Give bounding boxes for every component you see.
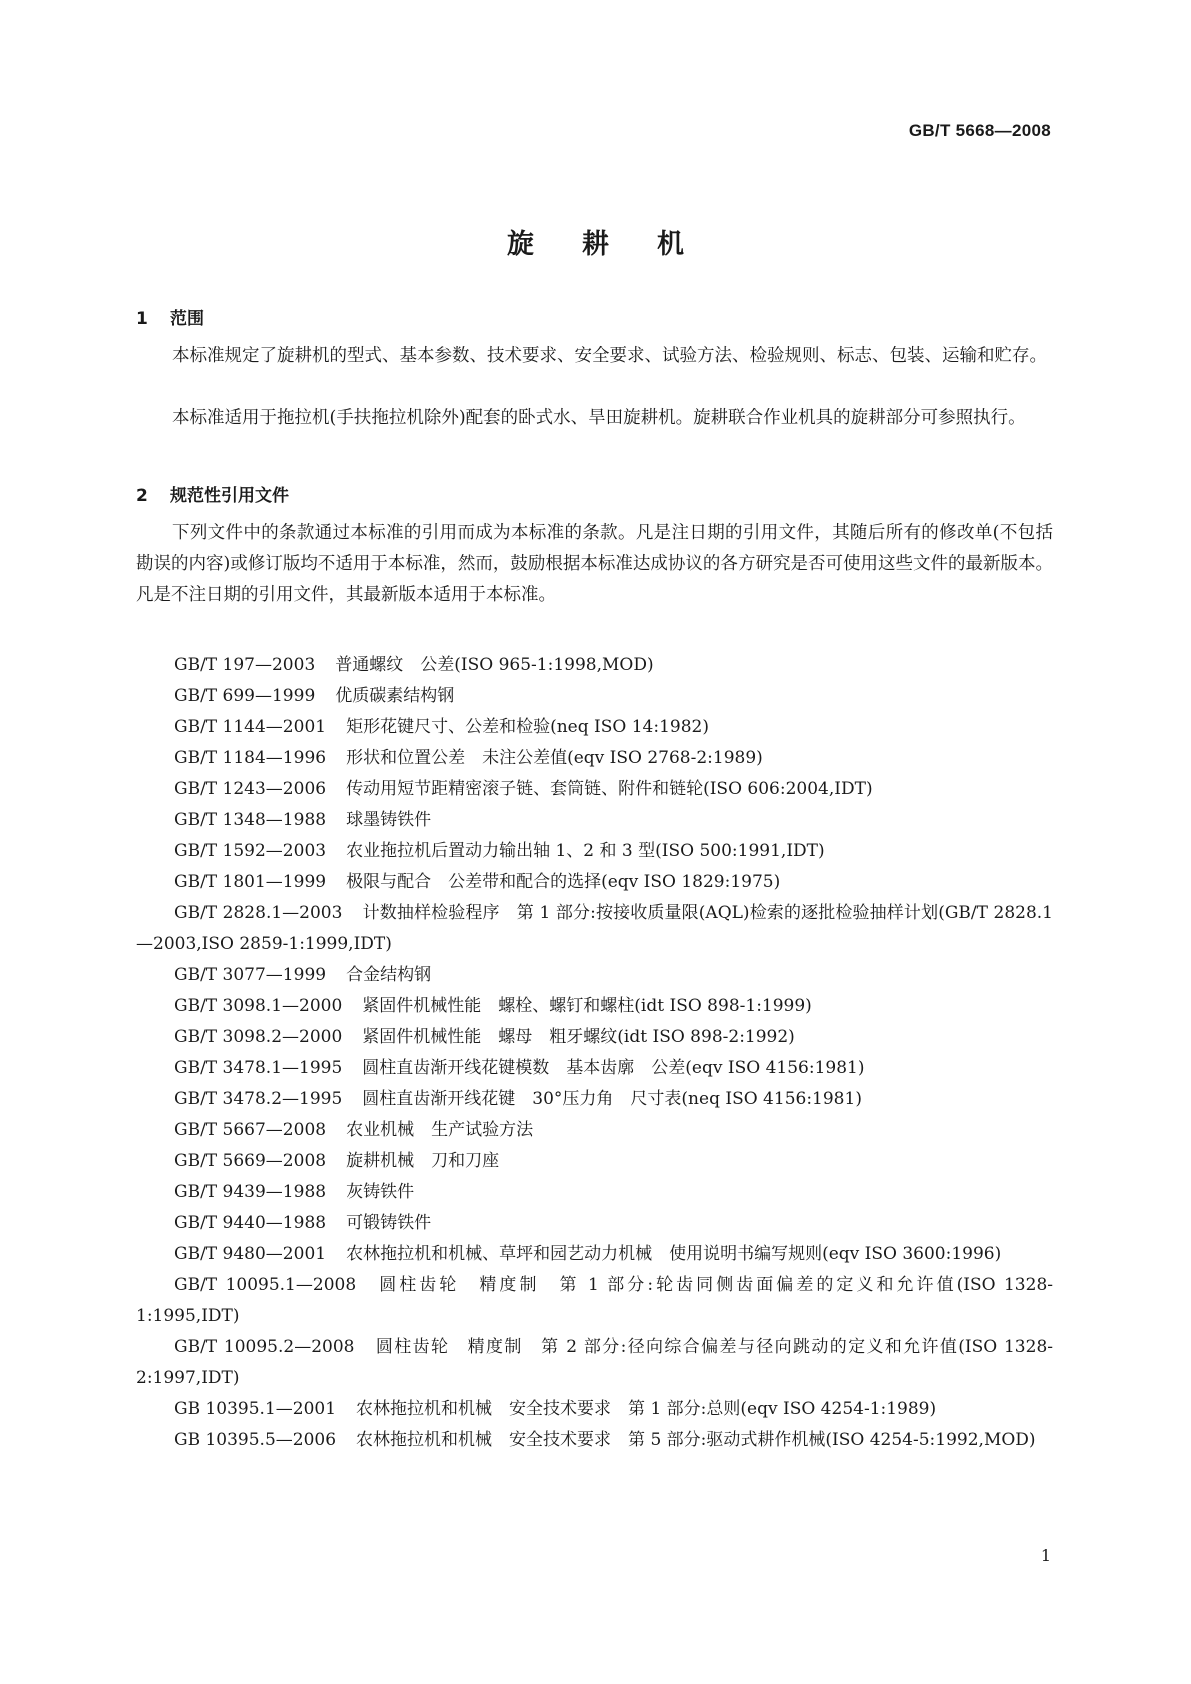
reference-title: 圆柱齿轮 精度制 第 2 部分:径向综合偏差与径向跳动的定义和允许值(ISO 1328-2:1997,IDT): [136, 1337, 1053, 1388]
reference-item: [136, 1115, 1053, 1146]
reference-title: 计数抽样检验程序 第 1 部分:按接收质量限(AQL)检索的逐批检验抽样计划(GB/T 2828.1—2003,ISO 2859-1:1999,IDT): [136, 903, 1053, 954]
reference-title: 极限与配合 公差带和配合的选择(eqv ISO 1829:1975): [346, 872, 781, 892]
section-number: 2: [136, 486, 148, 506]
reference-item: [136, 1146, 1053, 1177]
reference-item: [136, 898, 1053, 960]
reference-title: 优质碳素结构钢: [335, 686, 455, 706]
reference-title: 农业机械 生产试验方法: [346, 1120, 534, 1140]
reference-code: GB/T 5667—2008: [174, 1120, 327, 1140]
reference-code: GB 10395.1—2001: [174, 1399, 337, 1419]
reference-title: 圆柱直齿渐开线花键 30°压力角 尺寸表(neq ISO 4156:1981): [362, 1089, 862, 1109]
reference-item: [136, 1270, 1053, 1332]
reference-item: [136, 1022, 1053, 1053]
reference-code: GB/T 1592—2003: [174, 841, 327, 861]
reference-item: [136, 1053, 1053, 1084]
document-title: 旋耕机: [507, 229, 732, 260]
reference-item: [136, 1332, 1053, 1394]
reference-item: [136, 1177, 1053, 1208]
reference-code: GB/T 699—1999: [174, 686, 316, 706]
reference-item: [136, 681, 1053, 712]
reference-title: 可锻铸铁件: [346, 1213, 432, 1233]
reference-title: 合金结构钢: [346, 965, 432, 985]
reference-title: 农林拖拉机和机械、草坪和园艺动力机械 使用说明书编写规则(eqv ISO 3600:1996): [346, 1244, 1002, 1264]
reference-code: GB/T 3478.2—1995: [174, 1089, 343, 1109]
reference-title: 农业拖拉机后置动力输出轴 1、2 和 3 型(ISO 500:1991,IDT): [346, 841, 825, 861]
reference-item: [136, 1394, 1053, 1425]
reference-code: GB/T 1243—2006: [174, 779, 327, 799]
section-title: 规范性引用文件: [170, 486, 289, 506]
scope-paragraph-2: 本标准适用于拖拉机(手扶拖拉机除外)配套的卧式水、旱田旋耕机。旋耕联合作业机具的旋耕部分可参照执行。: [172, 408, 1026, 428]
reference-item: [136, 1239, 1053, 1270]
reference-code: GB/T 197—2003: [174, 655, 316, 675]
reference-item: [136, 774, 1053, 805]
reference-code: GB/T 1144—2001: [174, 717, 327, 737]
reference-title: 灰铸铁件: [346, 1182, 415, 1202]
reference-list: [136, 650, 1053, 1456]
reference-code: GB/T 1348—1988: [174, 810, 327, 830]
page-number: 1: [1040, 1546, 1051, 1565]
reference-title: 矩形花键尺寸、公差和检验(neq ISO 14:1982): [346, 717, 709, 737]
reference-code: GB/T 3098.2—2000: [174, 1027, 343, 1047]
section-title: 范围: [170, 309, 204, 329]
section-2-heading: [136, 481, 289, 506]
reference-item: [136, 650, 1053, 681]
reference-item: [136, 743, 1053, 774]
reference-title: 球墨铸铁件: [346, 810, 432, 830]
reference-code: GB/T 9440—1988: [174, 1213, 327, 1233]
reference-item: [136, 1425, 1053, 1456]
reference-code: GB/T 9480—2001: [174, 1244, 327, 1264]
reference-item: [136, 1084, 1053, 1115]
reference-code: GB 10395.5—2006: [174, 1430, 337, 1450]
normative-intro-paragraph: 下列文件中的条款通过本标准的引用而成为本标准的条款。凡是注日期的引用文件，其随后所有的修改单(不包括勘误的内容)或修订版均不适用于本标准，然而，鼓励根据本标准达成协议的各方研究是否可使用这些文件的最新版本。凡是不注日期的引用文件，其最新版本适用于本标准。: [136, 523, 1053, 605]
reference-item: [136, 867, 1053, 898]
reference-item: [136, 960, 1053, 991]
reference-item: [136, 1208, 1053, 1239]
reference-title: 形状和位置公差 未注公差值(eqv ISO 2768-2:1989): [346, 748, 763, 768]
scope-paragraph-1: 本标准规定了旋耕机的型式、基本参数、技术要求、安全要求、试验方法、检验规则、标志、包装、运输和贮存。: [172, 346, 1047, 366]
reference-title: 旋耕机械 刀和刀座: [346, 1151, 500, 1171]
reference-title: 圆柱齿轮 精度制 第 1 部分:轮齿同侧齿面偏差的定义和允许值(ISO 1328-1:1995,IDT): [136, 1275, 1053, 1326]
reference-code: GB/T 5669—2008: [174, 1151, 327, 1171]
reference-item: [136, 805, 1053, 836]
reference-title: 普通螺纹 公差(ISO 965-1:1998,MOD): [335, 655, 654, 675]
reference-code: GB/T 3077—1999: [174, 965, 327, 985]
reference-code: GB/T 10095.1—2008: [174, 1275, 357, 1295]
reference-code: GB/T 2828.1—2003: [174, 903, 343, 923]
reference-title: 紧固件机械性能 螺母 粗牙螺纹(idt ISO 898-2:1992): [362, 1027, 795, 1047]
section-number: 1: [136, 309, 148, 329]
standard-code: GB/T 5668—2008: [908, 121, 1051, 140]
reference-code: GB/T 10095.2—2008: [174, 1337, 355, 1357]
reference-title: 圆柱直齿渐开线花键模数 基本齿廓 公差(eqv ISO 4156:1981): [362, 1058, 865, 1078]
reference-code: GB/T 9439—1988: [174, 1182, 327, 1202]
reference-title: 传动用短节距精密滚子链、套筒链、附件和链轮(ISO 606:2004,IDT): [346, 779, 873, 799]
reference-code: GB/T 3098.1—2000: [174, 996, 343, 1016]
reference-title: 农林拖拉机和机械 安全技术要求 第 5 部分:驱动式耕作机械(ISO 4254-5:1992,MOD): [356, 1430, 1036, 1450]
reference-item: [136, 991, 1053, 1022]
reference-title: 农林拖拉机和机械 安全技术要求 第 1 部分:总则(eqv ISO 4254-1:1989): [356, 1399, 937, 1419]
reference-code: GB/T 3478.1—1995: [174, 1058, 343, 1078]
section-1-heading: [136, 304, 204, 329]
reference-item: [136, 836, 1053, 867]
reference-code: GB/T 1184—1996: [174, 748, 327, 768]
reference-code: GB/T 1801—1999: [174, 872, 327, 892]
reference-item: [136, 712, 1053, 743]
reference-title: 紧固件机械性能 螺栓、螺钉和螺柱(idt ISO 898-1:1999): [362, 996, 812, 1016]
